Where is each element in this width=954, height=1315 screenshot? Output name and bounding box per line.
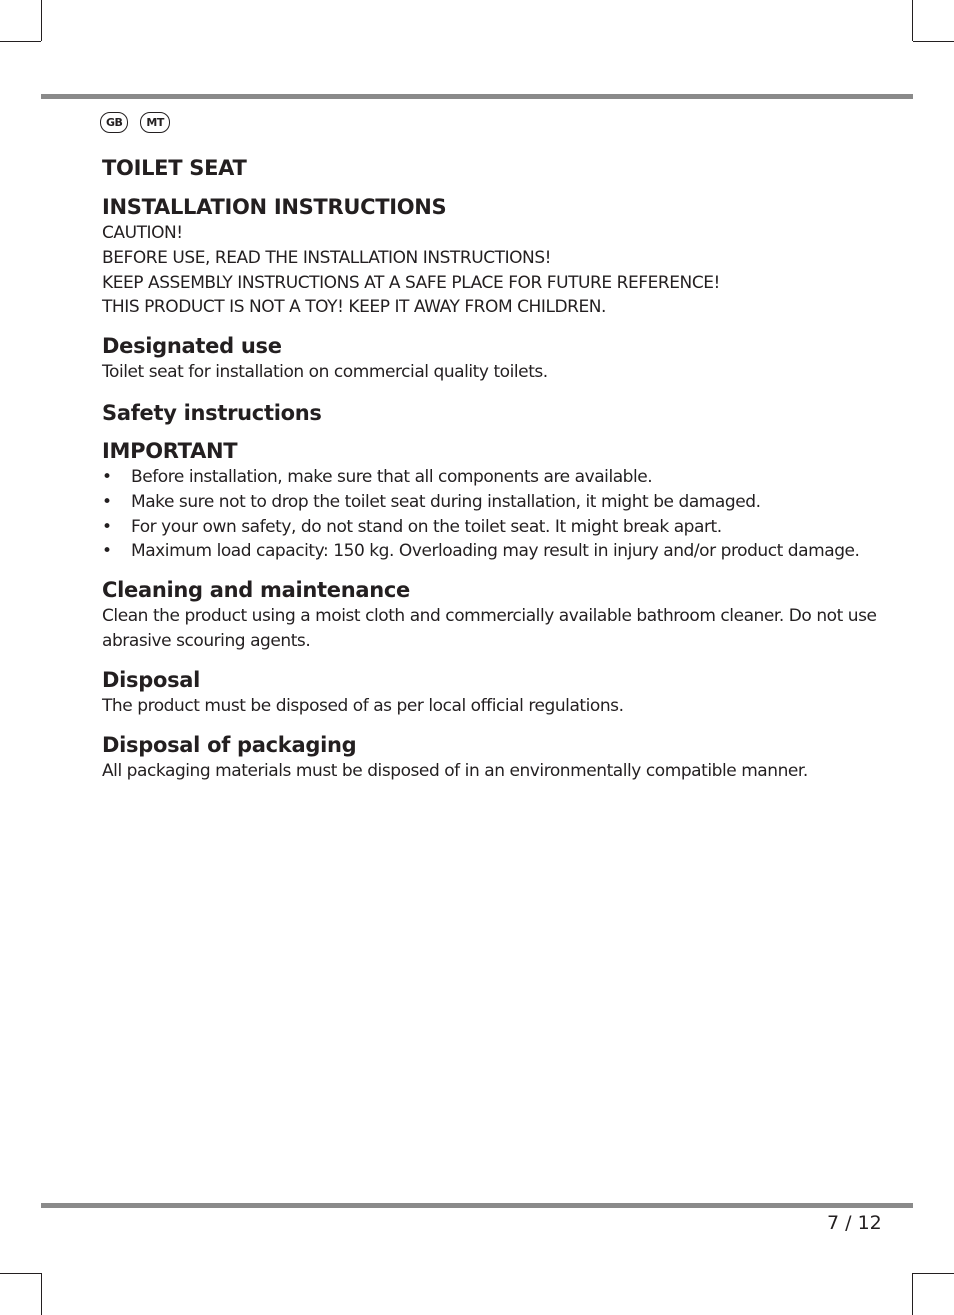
designated-use-heading: Designated use: [102, 334, 282, 359]
list-item-text: Maximum load capacity: 150 kg. Overloading may result in injury and/or product damage.: [131, 541, 860, 562]
designated-use-text: Toilet seat for installation on commercial quality toilets.: [102, 362, 548, 383]
caution-line: BEFORE USE, READ THE INSTALLATION INSTRUCTIONS!: [102, 247, 552, 268]
page-number: 7 / 12: [827, 1212, 882, 1234]
cleaning-text: Clean the product using a moist cloth and commercially available bathroom cleaner. Do not use abrasive scouring agents.: [102, 606, 877, 651]
disposal-text: The product must be disposed of as per local official regulations.: [102, 695, 624, 716]
list-item: [102, 490, 892, 515]
packaging-text: All packaging materials must be disposed of in an environmentally compatible manner.: [102, 760, 808, 781]
bullet-icon: •: [102, 491, 112, 512]
language-badge-mt: MT: [140, 112, 169, 133]
crop-mark-top-left-vertical: [41, 0, 42, 41]
footer-rule: [41, 1203, 913, 1208]
list-item-text: For your own safety, do not stand on the toilet seat. It might break apart.: [131, 516, 722, 537]
list-item: [102, 515, 892, 540]
list-item-text: Before installation, make sure that all components are available.: [131, 466, 653, 487]
bullet-icon: •: [102, 516, 112, 537]
crop-mark-top-right-horizontal: [913, 41, 954, 42]
crop-mark-top-right-vertical: [912, 0, 913, 41]
disposal-heading: Disposal: [102, 667, 201, 692]
crop-mark-bottom-right-vertical: [912, 1273, 913, 1315]
safety-heading: Safety instructions: [102, 400, 322, 425]
list-item: [102, 539, 892, 564]
crop-mark-bottom-left-horizontal: [0, 1273, 41, 1274]
bullet-icon: •: [102, 466, 112, 487]
crop-mark-bottom-left-vertical: [41, 1273, 42, 1315]
language-badge-gb: GB: [100, 112, 128, 133]
caution-line: KEEP ASSEMBLY INSTRUCTIONS AT A SAFE PLACE FOR FUTURE REFERENCE!: [102, 272, 720, 293]
safety-list: [102, 465, 892, 564]
language-badges: [100, 112, 170, 133]
header-rule: [41, 94, 913, 99]
list-item: [102, 465, 892, 490]
document-body: [102, 154, 892, 783]
caution-line: CAUTION!: [102, 223, 183, 243]
important-heading: IMPORTANT: [102, 438, 238, 463]
cleaning-heading: Cleaning and maintenance: [102, 578, 410, 603]
list-item-text: Make sure not to drop the toilet seat during installation, it might be damaged.: [131, 491, 761, 512]
crop-mark-bottom-right-horizontal: [913, 1273, 954, 1274]
instructions-heading: INSTALLATION INSTRUCTIONS: [102, 195, 447, 219]
packaging-heading: Disposal of packaging: [102, 732, 357, 757]
document-title: TOILET SEAT: [102, 156, 247, 180]
bullet-icon: •: [102, 541, 112, 562]
crop-mark-top-left-horizontal: [0, 41, 41, 42]
caution-line: THIS PRODUCT IS NOT A TOY! KEEP IT AWAY FROM CHILDREN.: [102, 297, 606, 318]
